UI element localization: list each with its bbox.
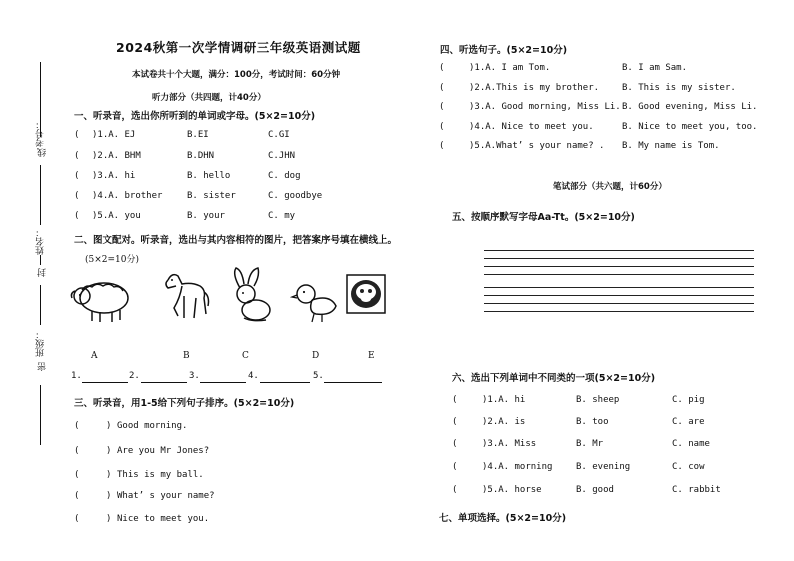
- paren: (: [74, 470, 80, 480]
- option-c: C. are: [672, 417, 705, 427]
- written-part-heading: 笔试部分（共六题，计60分）: [553, 182, 667, 192]
- section-7-title: 七、单项选择。(5×2=10分): [439, 513, 567, 524]
- paren: (: [452, 485, 458, 495]
- blank-label: 2.: [129, 371, 140, 381]
- paren: (: [74, 130, 80, 140]
- paren: (: [439, 122, 445, 132]
- sentence: What’ s your name?: [117, 491, 215, 501]
- option-b: B. My name is Tom.: [622, 141, 720, 151]
- paren: ): [106, 491, 112, 501]
- blank-label: 4.: [248, 371, 259, 381]
- answer-blank[interactable]: [141, 372, 187, 383]
- option-a: )1.A. hi: [482, 395, 526, 405]
- name-label: 姓名：: [36, 228, 46, 255]
- seal-char: 封: [38, 268, 48, 277]
- option-c: C. rabbit: [672, 485, 721, 495]
- picture-label-e: E: [368, 351, 375, 361]
- option-a: )1.A. I am Tom.: [469, 63, 551, 73]
- picture-label-c: C: [242, 351, 249, 361]
- paren: (: [452, 395, 458, 405]
- picture-label-a: A: [91, 351, 98, 361]
- option-a: )1.A. EJ: [92, 130, 136, 140]
- margin-line: [40, 385, 41, 445]
- exam-no-label: 考号：: [36, 120, 46, 147]
- option-b: B. your: [187, 211, 225, 221]
- section-4-title: 四、听选句子。(5×2=10分): [440, 45, 568, 56]
- paren: (: [74, 151, 80, 161]
- option-b: B. I am Sam.: [622, 63, 688, 73]
- answer-blank[interactable]: [324, 372, 382, 383]
- option-c: C. cow: [672, 462, 705, 472]
- option-a: )3.A. Miss: [482, 439, 537, 449]
- option-c: C.JHN: [268, 151, 296, 161]
- paren: (: [452, 439, 458, 449]
- option-b: B.DHN: [187, 151, 215, 161]
- pet-portrait-image: [346, 274, 386, 314]
- sentence: Nice to meet you.: [117, 514, 210, 524]
- option-a: )5.A. horse: [482, 485, 542, 495]
- option-b: B. Nice to meet you, too.: [622, 122, 758, 132]
- option-b: B. sister: [187, 191, 236, 201]
- option-a: )2.A. BHM: [92, 151, 141, 161]
- paren: ): [106, 470, 112, 480]
- option-a: )3.A. Good morning, Miss Li.: [469, 102, 621, 112]
- horse-image: [160, 270, 212, 326]
- option-c: C. pig: [672, 395, 705, 405]
- paren: (: [452, 462, 458, 472]
- paren: (: [74, 171, 80, 181]
- paren: (: [439, 102, 445, 112]
- option-b: B. sheep: [576, 395, 620, 405]
- section-2-title: 二、图文配对。听录音，选出与其内容相符的图片，把答案序号填在横线上。: [74, 235, 398, 246]
- margin-line: [40, 285, 41, 325]
- seal-char: 密: [38, 362, 48, 371]
- class-label: 班级：: [36, 330, 46, 357]
- option-b: B. good: [576, 485, 614, 495]
- option-b: B. Mr: [576, 439, 604, 449]
- option-a: )5.A. you: [92, 211, 141, 221]
- paren: (: [74, 421, 80, 431]
- sheep-image: [68, 276, 132, 324]
- margin-line: [40, 255, 41, 265]
- blank-label: 5.: [313, 371, 324, 381]
- option-b: B. too: [576, 417, 609, 427]
- picture-label-b: B: [183, 351, 190, 361]
- answer-blank[interactable]: [260, 372, 310, 383]
- paren: (: [452, 417, 458, 427]
- section-1-title: 一、听录音，选出你所听到的单词或字母。(5×2=10分): [74, 111, 316, 122]
- option-a: )2.A.This is my brother.: [469, 83, 600, 93]
- section-5-title: 五、按顺序默写字母Aa-Tt。(5×2=10分): [452, 212, 635, 223]
- page-title: 2024秋第一次学情调研三年级英语测试题: [116, 40, 361, 55]
- sentence: Are you Mr Jones?: [117, 446, 210, 456]
- blank-label: 3.: [189, 371, 200, 381]
- option-c: C. name: [672, 439, 710, 449]
- option-a: )5.A.What’ s your name? .: [469, 141, 605, 151]
- option-a: )4.A. brother: [92, 191, 163, 201]
- option-a: )4.A. Nice to meet you.: [469, 122, 594, 132]
- option-a: )2.A. is: [482, 417, 526, 427]
- section-6-title: 六、选出下列单词中不同类的一项(5×2=10分): [452, 373, 656, 384]
- chick-image: [290, 280, 340, 324]
- option-c: C. dog: [268, 171, 301, 181]
- paren: ): [106, 514, 112, 524]
- rabbit-image: [224, 266, 274, 326]
- paren: (: [439, 63, 445, 73]
- answer-blank[interactable]: [200, 372, 246, 383]
- sentence: This is my ball.: [117, 470, 204, 480]
- option-a: )4.A. morning: [482, 462, 553, 472]
- paren: (: [74, 211, 80, 221]
- paren: (: [439, 83, 445, 93]
- margin-line: [40, 165, 41, 225]
- option-c: C.GI: [268, 130, 290, 140]
- seal-char: 线: [38, 148, 48, 157]
- option-b: B. Good evening, Miss Li.: [622, 102, 758, 112]
- paren: (: [74, 491, 80, 501]
- option-b: B. hello: [187, 171, 231, 181]
- sentence: Good morning.: [117, 421, 188, 431]
- exam-info: 本试卷共十个大题，满分：100分，考试时间：60分钟: [132, 70, 341, 80]
- option-b: B.EI: [187, 130, 209, 140]
- section-2-score: (5×2=10分): [85, 255, 140, 265]
- option-c: C. my: [268, 211, 296, 221]
- paren: (: [74, 514, 80, 524]
- option-b: B. This is my sister.: [622, 83, 736, 93]
- paren: ): [106, 446, 112, 456]
- paren: ): [106, 421, 112, 431]
- answer-blank[interactable]: [82, 372, 128, 383]
- option-c: C. goodbye: [268, 191, 323, 201]
- option-b: B. evening: [576, 462, 631, 472]
- paren: (: [439, 141, 445, 151]
- blank-label: 1.: [71, 371, 82, 381]
- section-3-title: 三、听录音，用1-5给下列句子排序。(5×2=10分): [74, 398, 295, 409]
- listening-part-heading: 听力部分（共四题，计40分）: [152, 93, 266, 103]
- option-a: )3.A. hi: [92, 171, 136, 181]
- paren: (: [74, 446, 80, 456]
- picture-label-d: D: [312, 351, 320, 361]
- paren: (: [74, 191, 80, 201]
